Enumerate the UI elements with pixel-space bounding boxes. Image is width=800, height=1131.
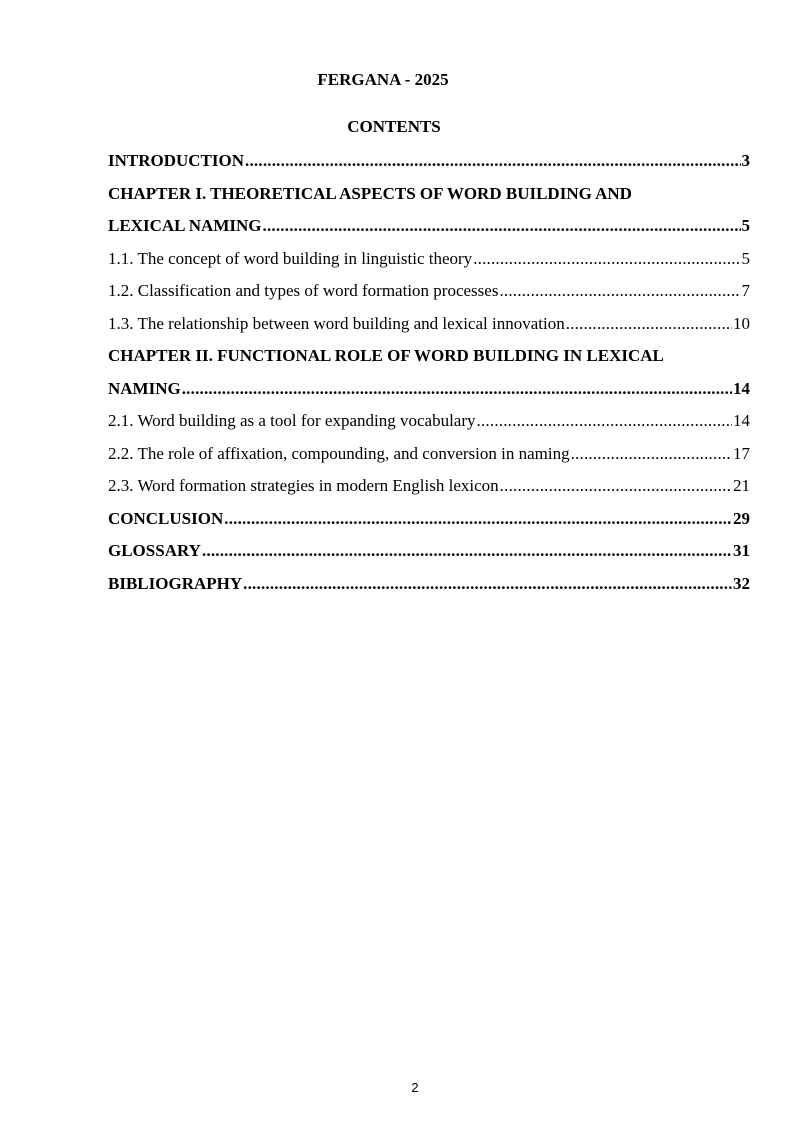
toc-entry-1-2[interactable] [108,275,750,308]
toc-entry-page: 29 [733,508,750,528]
page-number: 2 [411,1080,419,1095]
toc-entry-conclusion[interactable] [108,503,750,536]
toc-entry-label: LEXICAL NAMING [108,216,262,235]
toc-dot-leader [245,145,740,178]
toc-entry-chapter-1-line1[interactable] [108,178,750,211]
toc-entry-chapter-2-line1[interactable] [108,340,750,373]
toc-entry-page: 31 [733,541,750,560]
toc-entry-2-2[interactable] [108,438,750,471]
toc-entry-label: 2.3. Word formation strategies in modern English lexicon [108,476,499,495]
toc-entry-label: INTRODUCTION [108,151,245,170]
toc-dot-leader [224,503,732,536]
toc-entry-page: 3 [741,151,750,170]
toc-entry-page: 17 [733,443,750,463]
toc-entry-label: CHAPTER II. FUNCTIONAL ROLE OF WORD BUILDING IN LEXICAL [108,346,664,365]
toc-entry-1-1[interactable] [108,243,750,276]
toc-entry-page: 10 [733,313,750,333]
toc-dot-leader [263,210,741,243]
table-of-contents [108,145,750,600]
toc-entry-label: 1.3. The relationship between word building and lexical innovation [108,313,565,333]
toc-entry-label: 1.2. Classification and types of word formation processes [108,281,499,300]
toc-dot-leader [243,568,732,601]
toc-entry-label: CONCLUSION [108,508,224,528]
toc-dot-leader [477,405,732,438]
toc-entry-2-1[interactable] [108,405,750,438]
toc-dot-leader [499,275,740,308]
toc-entry-page: 14 [733,411,750,430]
toc-entry-page: 32 [733,573,750,593]
toc-dot-leader [500,470,732,503]
toc-entry-label: 1.1. The concept of word building in linguistic theory [108,248,473,268]
toc-entry-label: 2.2. The role of affixation, compounding, and conversion in naming [108,443,570,463]
toc-entry-1-3[interactable] [108,308,750,341]
toc-entry-glossary[interactable] [108,535,750,568]
city-year-heading: FERGANA - 2025 [317,70,449,89]
toc-entry-label: GLOSSARY [108,541,201,560]
toc-dot-leader [566,308,732,341]
toc-entry-page: 5 [741,248,750,268]
toc-entry-chapter-1[interactable] [108,210,750,243]
toc-entry-label: CHAPTER I. THEORETICAL ASPECTS OF WORD BUILDING AND [108,183,632,203]
toc-entry-page: 5 [741,216,750,235]
toc-dot-leader [473,243,740,276]
toc-entry-bibliography[interactable] [108,568,750,601]
toc-entry-label: NAMING [108,378,181,398]
toc-entry-page: 21 [733,476,750,495]
toc-entry-page: 14 [733,378,750,398]
toc-entry-label: BIBLIOGRAPHY [108,573,243,593]
toc-entry-chapter-2[interactable] [108,373,750,406]
toc-dot-leader [202,535,732,568]
toc-entry-introduction[interactable] [108,145,750,178]
toc-dot-leader [182,373,732,406]
contents-heading: CONTENTS [347,117,441,136]
toc-entry-label: 2.1. Word building as a tool for expanding vocabulary [108,411,476,430]
toc-entry-page: 7 [741,281,750,300]
toc-entry-2-3[interactable] [108,470,750,503]
toc-dot-leader [571,438,732,471]
